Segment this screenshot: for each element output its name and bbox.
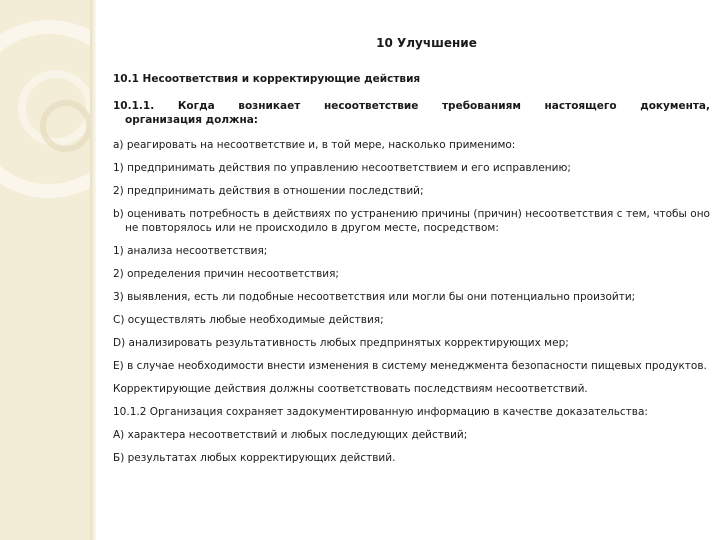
- list-item: С) осуществлять любые необходимые действия;: [113, 314, 384, 326]
- clause-lead-line1: 10.1.1. Когда возникает несоответствие требованиям настоящего документа,: [113, 100, 710, 112]
- sidebar-edge: [90, 0, 96, 540]
- list-item: 10.1.2 Организация сохраняет задокументированную информацию в качестве доказательства:: [113, 406, 648, 418]
- decorative-sidebar: [0, 0, 96, 540]
- list-item: 1) предпринимать действия по управлению несоответствием и его исправлению;: [113, 162, 571, 174]
- list-item: b) оценивать потребность в действиях по устранению причины (причин) несоответствия с тем, чтобы оно не повторялось или не происходило в другом месте, посредством:: [113, 208, 710, 234]
- list-item: D) анализировать результативность любых предпринятых корректирующих мер;: [113, 337, 569, 349]
- section-heading: 10.1 Несоответствия и корректирующие действия: [113, 73, 421, 85]
- list-item: 2) предпринимать действия в отношении последствий;: [113, 185, 424, 197]
- decorative-ring: [40, 100, 92, 152]
- list-item: 3) выявления, есть ли подобные несоответствия или могли бы они потенциально произойти;: [113, 291, 636, 303]
- list-item: а) реагировать на несоответствие и, в той мере, насколько применимо:: [113, 139, 516, 151]
- list-item: Б) результатах любых корректирующих действий.: [113, 452, 396, 464]
- list-item: Корректирующие действия должны соответствовать последствиям несоответствий.: [113, 383, 588, 395]
- list-item: 2) определения причин несоответствия;: [113, 268, 339, 280]
- slide-content: [113, 36, 710, 474]
- clause-lead: [113, 99, 710, 127]
- clause-lead-line2: организация должна:: [125, 114, 259, 126]
- list-item: 1) анализа несоответствия;: [113, 245, 268, 257]
- list-item: А) характера несоответствий и любых последующих действий;: [113, 429, 468, 441]
- list-item: Е) в случае необходимости внести изменения в систему менеджмента безопасности пищевых продуктов.: [113, 360, 707, 372]
- slide-title: 10 Улучшение: [376, 36, 477, 50]
